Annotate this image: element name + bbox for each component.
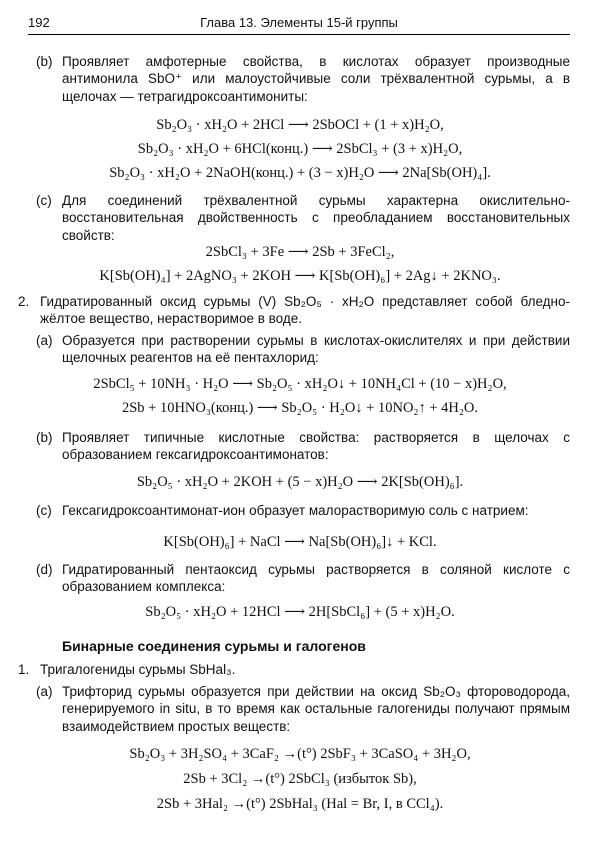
item-d-complex [36, 561, 570, 596]
item-1-trihalides [18, 661, 570, 678]
item-label: (a) [36, 684, 53, 699]
equation: 2SbCl₅ + 10NH₃ · H₂O ⟶ Sb₂O₅ · xH₂O↓ + 10NH₄Cl + (10 − x)H₂O, [93, 376, 507, 392]
item-text: Образуется при растворении сурьмы в кислотах-окислителях и при действии щелочных реагентов на её пентахлорид: [62, 333, 570, 366]
item-text: Для соединений трёхвалентной сурьмы характерна окислительно-восстановительная двойственность с преобладанием восстановительных свойств: [62, 193, 570, 243]
page-header [28, 12, 570, 35]
item-a-formation [36, 332, 570, 367]
equation: 2SbCl₃ + 3Fe ⟶ 2Sb + 3FeCl₂, [205, 244, 395, 260]
item-label: (c) [36, 503, 52, 518]
item-label: (a) [36, 333, 53, 348]
equation: Sb₂O₃ + 3H₂SO₄ + 3CaF₂ →(t°) 2SbF₃ + 3CaSO₄ + 3H₂O, [129, 746, 471, 762]
equation: Sb₂O₅ · xH₂O + 12HCl ⟶ 2H[SbCl₆] + (5 + x)H₂O. [145, 604, 455, 620]
item-label: (b) [36, 430, 53, 445]
equation: Sb₂O₅ · xH₂O + 2KOH + (5 − x)H₂O ⟶ 2K[Sb(OH)₆]. [136, 474, 464, 490]
equation: Sb₂O₃ · xH₂O + 2NaOH(конц.) + (3 − x)H₂O ⟶ 2Na[Sb(OH)₄]. [109, 165, 491, 181]
chapter-title: Глава 13. Элементы 15-й группы [200, 15, 398, 30]
item-2-sb2o5 [18, 293, 570, 328]
item-text: Тригалогениды сурьмы SbHal₃. [40, 662, 236, 677]
item-text: Гидратированный пентаоксид сурьмы растворяется в соляной кислоте с образованием комплекса: [62, 562, 570, 595]
item-text: Гидратированный оксид сурьмы (V) Sb₂O₅ · xH₂O представляет собой бледно-жёлтое вещество, нерастворимое в воде. [40, 294, 570, 327]
item-label: (d) [36, 562, 53, 577]
item-label: 2. [18, 294, 30, 309]
equation: Sb₂O₃ · xH₂O + 6HCl(конц.) ⟶ 2SbCl₃ + (3 + x)H₂O, [137, 141, 463, 157]
item-b-amphoteric [36, 53, 570, 105]
item-text: Проявляет амфотерные свойства, в кислотах образует производные антимонила SbO⁺ или малоустойчивые соли трёхвалентной сурьмы, а в щелочах — тетрагидроксоантимониты: [62, 54, 570, 104]
equation: K[Sb(OH)₄] + 2AgNO₃ + 2KOH ⟶ K[Sb(OH)₆] + 2Ag↓ + 2KNO₃. [99, 268, 501, 284]
item-c-redox [36, 192, 570, 244]
page-number: 192 [28, 15, 50, 30]
equation: K[Sb(OH)₆] + NaCl ⟶ Na[Sb(OH)₆]↓ + KCl. [163, 534, 437, 550]
item-b-acidic [36, 429, 570, 464]
equation: 2Sb + 10HNO₃(конц.) ⟶ Sb₂O₅ · H₂O↓ + 10NO₂↑ + 4H₂O. [121, 400, 479, 416]
equation: 2Sb + 3Hal₂ →(t°) 2SbHal₃ (Hal = Br, I, в CCl₄). [156, 796, 444, 812]
section-heading: Бинарные соединения сурьмы и галогенов [62, 638, 366, 654]
item-c-sodium-salt [36, 502, 570, 519]
item-label: 1. [18, 662, 30, 677]
equation: 2Sb + 3Cl₂ →(t°) 2SbCl₃ (избыток Sb), [183, 771, 417, 787]
item-text: Гексагидроксоантимонат-ион образует малорастворимую соль с натрием: [62, 503, 529, 518]
item-text: Проявляет типичные кислотные свойства: растворяется в щелочах с образованием гексагидроксоантимонатов: [62, 430, 570, 463]
item-label: (b) [36, 54, 53, 69]
item-a-trifluoride [36, 683, 570, 735]
equation: Sb₂O₃ · xH₂O + 2HCl ⟶ 2SbOCl + (1 + x)H₂O, [156, 117, 444, 133]
item-text: Трифторид сурьмы образуется при действии на оксид Sb₂O₃ фтороводорода, генерируемого in situ, в то время как остальные галогениды получают прямым взаимодействием простых веществ: [62, 684, 570, 734]
item-label: (c) [36, 193, 52, 208]
